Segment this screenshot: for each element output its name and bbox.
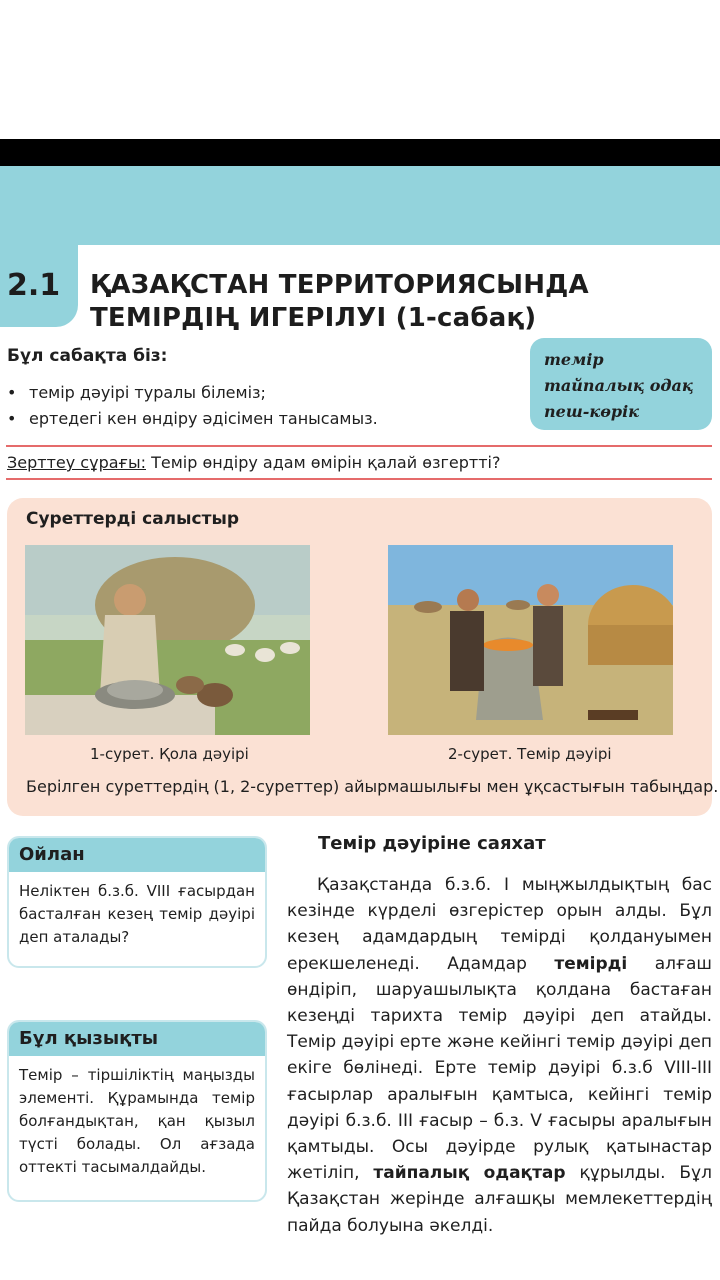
compare-task: Берілген суреттердің (1, 2-суреттер) айырмашылығы мен ұқсастығын табыңдар.	[26, 777, 719, 796]
page-title	[90, 269, 589, 335]
keywords-box	[530, 338, 712, 430]
body-part: құрылды. Бұл Қазақстан жерінде алғашқы мемлекеттердің пайда болуына әкелді.	[287, 1163, 712, 1236]
interesting-box	[7, 1020, 267, 1202]
keyword: темір	[544, 350, 604, 369]
goals-list	[7, 380, 378, 432]
goals-heading: Бұл сабақта біз:	[7, 346, 168, 366]
keyword: пеш-көрік	[544, 402, 639, 421]
title-line-1: ҚАЗАҚСТАН ТЕРРИТОРИЯСЫНДА	[90, 270, 589, 300]
bold-term: темірді	[554, 953, 628, 974]
lesson-number: 2.1	[7, 268, 61, 303]
header-band	[0, 166, 720, 245]
section-title: Темір дәуіріне саяхат	[318, 833, 546, 854]
bronze-age-illustration	[25, 545, 310, 735]
compare-title: Суреттерді салыстыр	[26, 509, 239, 529]
caption-1: 1-сурет. Қола дәуірі	[90, 745, 249, 763]
research-text: Темір өндіру адам өмірін қалай өзгертті?	[146, 453, 501, 472]
interesting-text: Темір – тіршіліктің маңызды элементі. Құрамында темір болғандықтан, қан қызыл түсті болады. Ол ағзада оттекті тасымалдайды.	[19, 1066, 255, 1176]
goal-item: • темір дәуірі туралы білеміз;	[7, 380, 378, 406]
section-body	[287, 872, 712, 1239]
divider-top	[6, 445, 712, 447]
think-text: Неліктен б.з.б. VIII ғасырдан басталған кезең темір дәуірі деп аталады?	[19, 882, 255, 946]
think-heading: Ойлан	[9, 838, 265, 872]
body-part: Қазақстанда б.з.б. I мыңжылдықтың бас кезінде күрделі өзгерістер орын алды. Бұл кезең адамдардың темірді қолдануымен ерекшеленеді. Адамдар	[287, 875, 712, 974]
keyword: тайпалық одақ	[544, 376, 694, 395]
caption-2: 2-сурет. Темір дәуірі	[448, 745, 612, 763]
think-box	[7, 836, 267, 968]
top-black-bar	[0, 139, 720, 166]
body-part: алғаш өндіріп, шаруашылықта қолдана бастаған кезеңді тарихта темір дәуірі деп атайды. Темір дәуірі ерте және кейінгі темір дәуірі деп екіге бөлінеді. Ерте темір дәуірі б.з.б VIII-III ғасырлар аралығын қамтыса, кейінгі темір дәуірі б.з.б. III ғасыр – б.з. V ғасыры аралығын қамтыды. Осы дәуірде рулық қатынастар жетіліп,	[287, 953, 712, 1184]
research-label: Зерттеу сұрағы:	[7, 453, 146, 472]
title-line-2: ТЕМІРДІҢ ИГЕРІЛУІ (1-сабақ)	[90, 303, 537, 333]
header-corner	[78, 225, 100, 245]
iron-age-illustration	[388, 545, 673, 735]
goal-item: • ертедегі кен өндіру әдісімен танысамыз.	[7, 406, 378, 432]
bold-term: тайпалық одақтар	[373, 1163, 566, 1184]
research-question	[7, 453, 500, 472]
divider-bottom	[6, 478, 712, 480]
interesting-heading: Бұл қызықты	[9, 1022, 265, 1056]
